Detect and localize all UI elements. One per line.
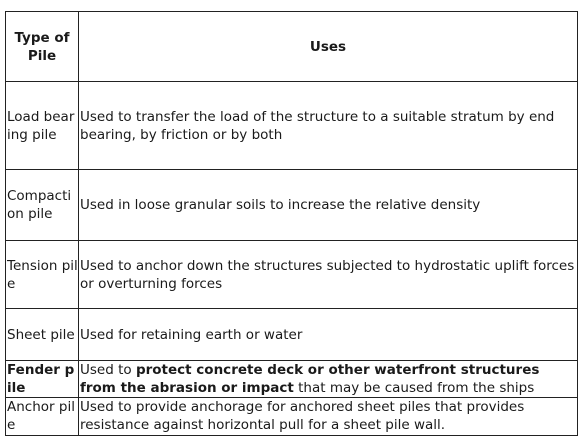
table-row <box>6 82 578 170</box>
table-row <box>6 241 578 309</box>
table-row <box>6 398 578 436</box>
pile-use-cell: Used to provide anchorage for anchored sheet piles that provides resistance against horizontal pull for a sheet pile wall. <box>79 398 578 436</box>
pile-use-cell: Used to anchor down the structures subjected to hydrostatic uplift forces or overturning forces <box>79 241 578 309</box>
pile-types-table <box>5 11 578 436</box>
pile-type-cell: Anchor pile <box>6 398 79 436</box>
pile-type-cell: Compaction pile <box>6 170 79 241</box>
header-type-of-pile: Type of Pile <box>6 12 79 82</box>
table-header-row <box>6 12 578 82</box>
pile-use-cell <box>79 361 578 398</box>
table-row <box>6 309 578 361</box>
pile-use-cell: Used to transfer the load of the structure to a suitable stratum by end bearing, by friction or by both <box>79 82 578 170</box>
pile-type-cell: Sheet pile <box>6 309 79 361</box>
pile-type-cell <box>6 361 79 398</box>
pile-type-bold: Fender pile <box>7 362 75 396</box>
use-prefix: Used to <box>80 362 136 378</box>
table-row <box>6 361 578 398</box>
pile-type-cell: Load bearing pile <box>6 82 79 170</box>
use-suffix: that may be caused from the ships <box>293 380 535 396</box>
table-row <box>6 170 578 241</box>
pile-type-cell: Tension pile <box>6 241 79 309</box>
header-uses: Uses <box>79 12 578 82</box>
pile-use-cell: Used for retaining earth or water <box>79 309 578 361</box>
use-bold-phrase: protect concrete deck or other waterfront structures from the abrasion or impact <box>80 362 540 396</box>
pile-use-cell: Used in loose granular soils to increase the relative density <box>79 170 578 241</box>
